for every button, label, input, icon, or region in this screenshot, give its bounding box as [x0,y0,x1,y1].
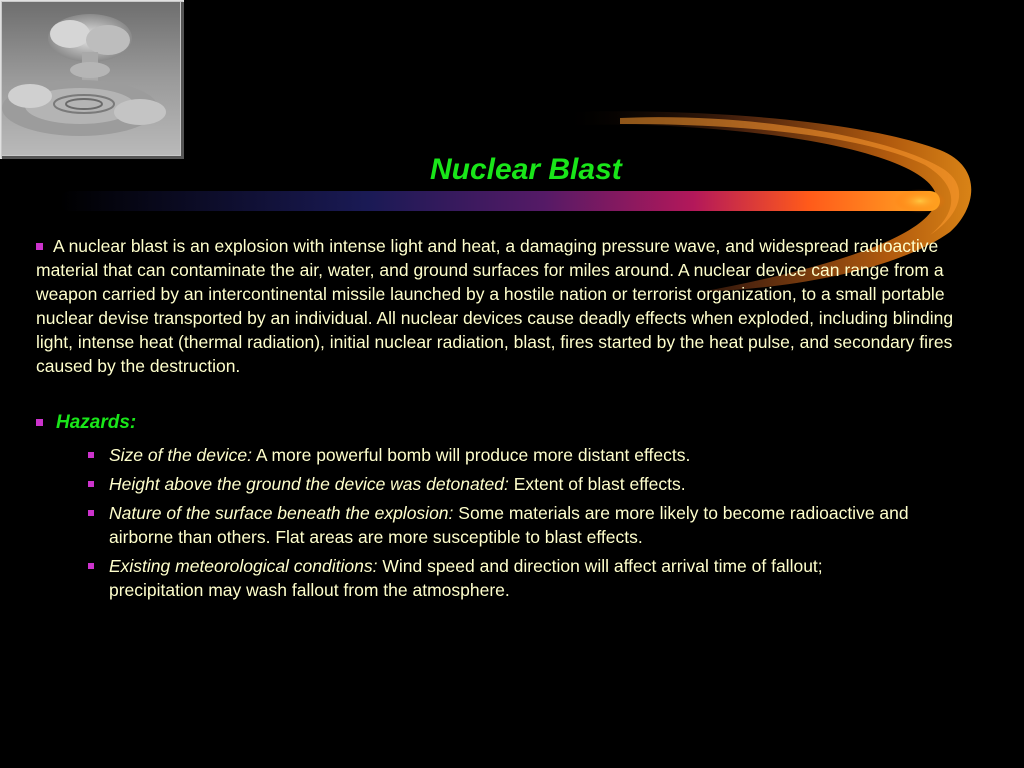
bullet-icon [88,510,94,516]
intro-text: A nuclear blast is an explosion with intense light and heat, a damaging pressure wave, and widespread radioactive material that can contaminate the air, water, and ground surfaces for miles around. A nuclear device can range from a weapon carried by an intercontinental missile launched by a hostile nation or terrorist organization, to a small portable nuclear devise transported by an individual. All nuclear devices cause deadly effects when exploded, including blinding light, intense heat (thermal radiation), initial nuclear radiation, blast, fires started by the heat pulse, and secondary fires caused by the destruction. [36,236,954,376]
intro-paragraph [36,234,988,378]
slide-title: Nuclear Blast [430,153,622,186]
hazards-heading [36,412,136,434]
bullet-icon [36,419,43,426]
bullet-icon [36,243,43,250]
hazard-text: Extent of blast effects. [508,474,686,494]
bullet-icon [88,563,94,569]
hazards-list [88,443,918,607]
hazards-heading-text: Hazards: [56,412,137,433]
list-item [88,501,918,549]
hazard-term: Size of the device: [109,445,252,465]
hazard-term: Existing meteorological conditions: [109,556,378,576]
list-item [88,443,918,467]
hazard-text: A more powerful bomb will produce more distant effects. [252,445,691,465]
list-item [88,554,918,602]
hazard-text: Wind speed and direction will affect arrival time of fallout; precipitation may wash fallout from the atmosphere. [109,556,823,600]
hazard-text: Some materials are more likely to become radioactive and airborne than others. Flat areas are more susceptible to blast effects. [109,503,909,547]
hazard-term: Nature of the surface beneath the explosion: [109,503,454,523]
bullet-icon [88,452,94,458]
bullet-icon [88,481,94,487]
hazard-term: Height above the ground the device was detonated: [109,474,509,494]
list-item [88,472,918,496]
mushroom-cloud-photo [0,0,184,159]
